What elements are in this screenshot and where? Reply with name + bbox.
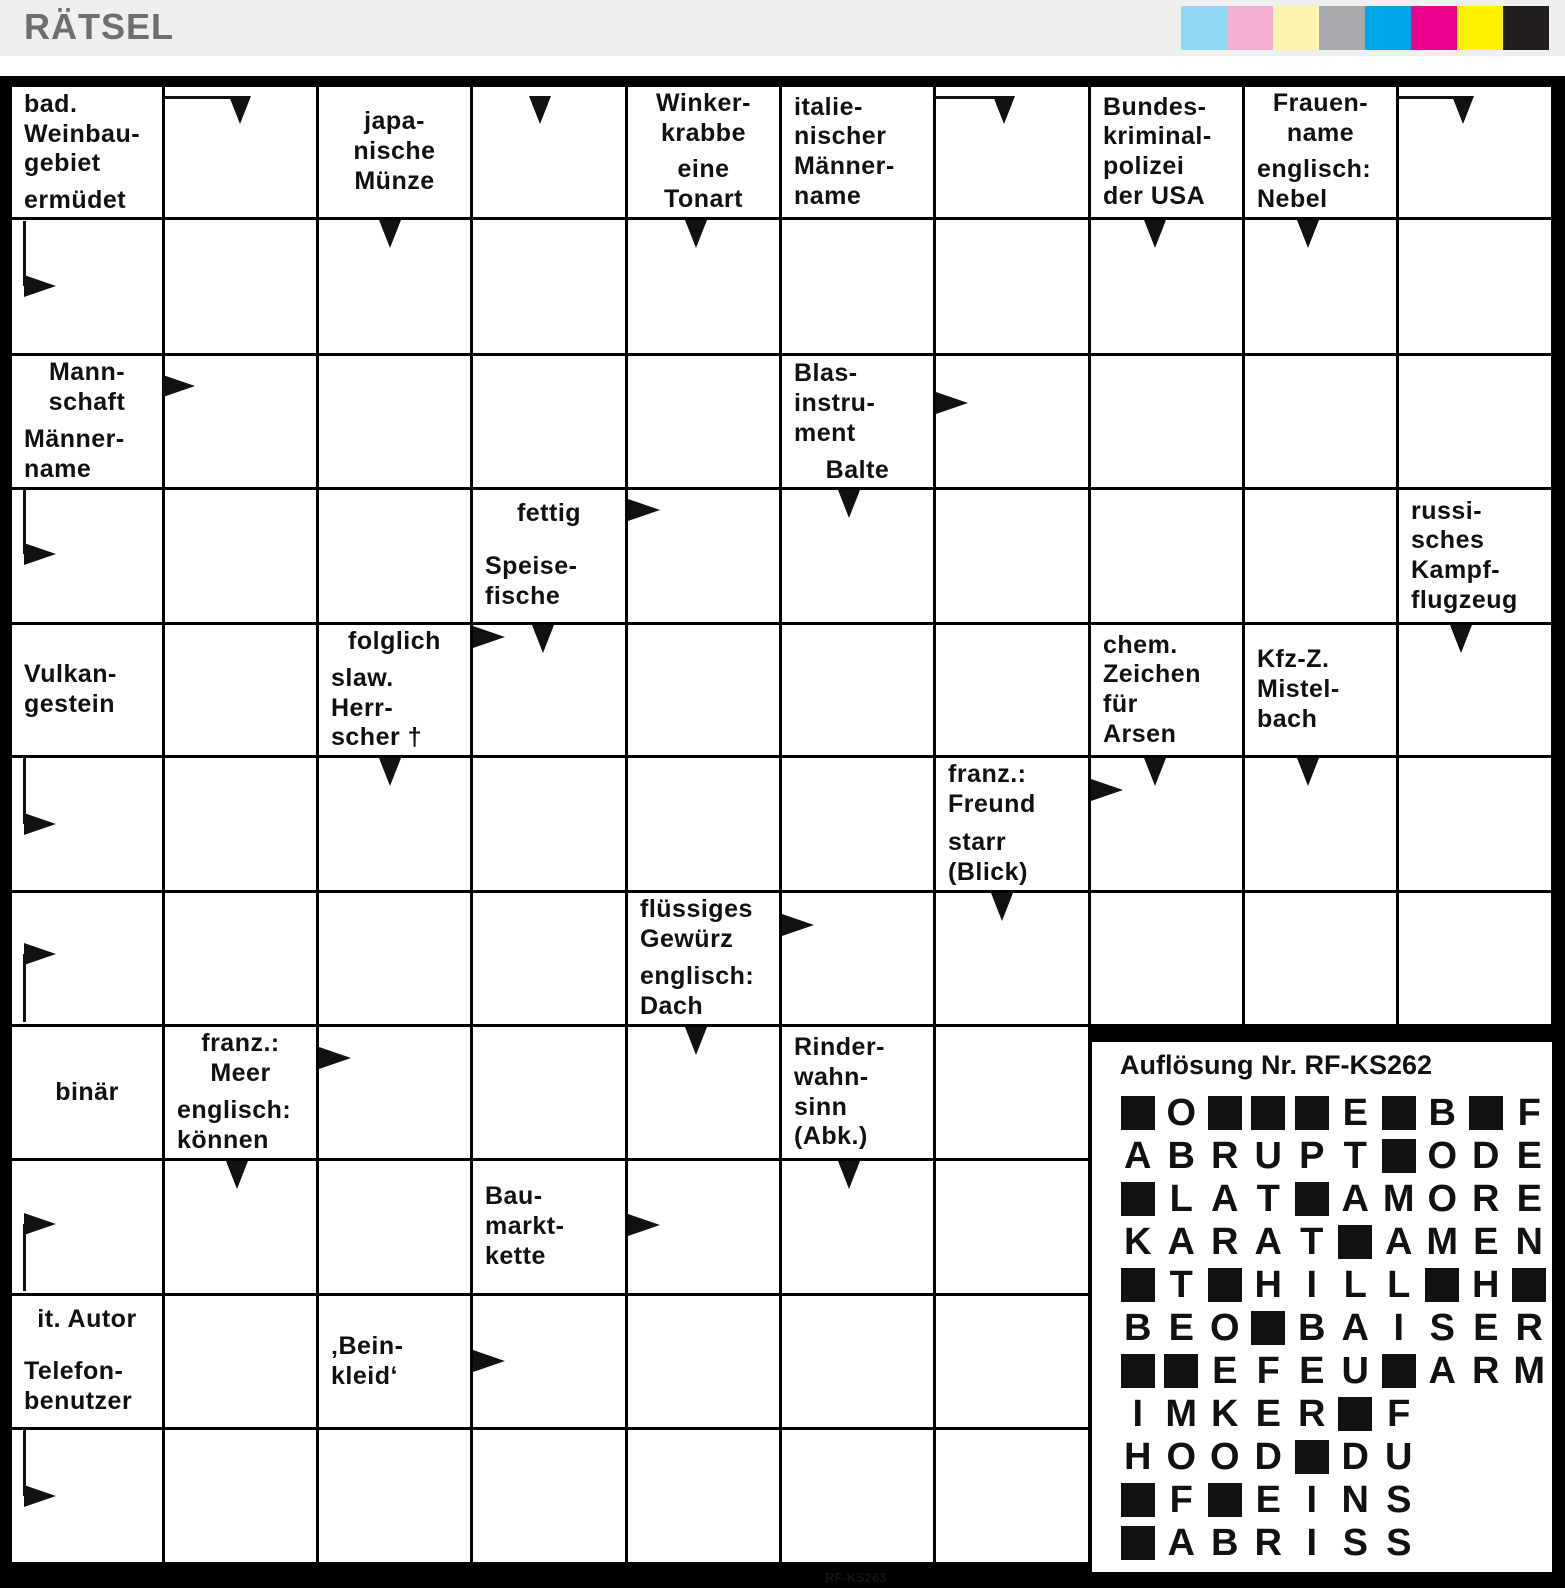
clue-box xyxy=(628,959,779,1024)
solution-letter: E xyxy=(1342,1092,1368,1134)
clue-box xyxy=(319,87,470,217)
clue-box xyxy=(12,1027,162,1158)
solution-letter: S xyxy=(1386,1522,1412,1564)
color-swatch xyxy=(1227,6,1273,50)
clue-text: it. Autor xyxy=(37,1304,137,1333)
answer-cell[interactable] xyxy=(319,490,470,622)
answer-cell[interactable] xyxy=(1399,625,1551,755)
clue-box xyxy=(319,625,470,659)
down-arrow-icon xyxy=(685,1027,707,1055)
clue-text: franz.: Meer xyxy=(201,1028,280,1087)
solution-letter: E xyxy=(1473,1307,1499,1349)
clue-text: Vulkan- gestein xyxy=(24,660,117,718)
solution-letter: I xyxy=(1306,1264,1318,1306)
clue-text: Balte xyxy=(825,456,890,485)
clue-box xyxy=(782,356,933,452)
solution-letter: S xyxy=(1386,1479,1412,1521)
answer-cell[interactable] xyxy=(319,1430,470,1562)
solution-block xyxy=(1116,1092,1160,1134)
color-calibration-bar xyxy=(1181,6,1549,50)
answer-cell[interactable] xyxy=(936,625,1088,755)
solution-letter: A xyxy=(1211,1178,1239,1220)
solution-letter: F xyxy=(1256,1350,1280,1392)
clue-text: binär xyxy=(55,1077,119,1106)
answer-cell[interactable] xyxy=(782,893,933,1024)
down-arrow-icon xyxy=(379,758,401,786)
right-arrow-icon xyxy=(628,1214,660,1236)
solution-letter: E xyxy=(1473,1221,1499,1263)
color-swatch xyxy=(1273,6,1319,50)
answer-cell[interactable] xyxy=(1091,758,1242,890)
clue-text: Bundes- kriminal- polizei der USA xyxy=(1103,92,1212,210)
answer-cell[interactable] xyxy=(628,356,779,487)
solution-block xyxy=(1290,1092,1334,1134)
answer-cell[interactable] xyxy=(1399,758,1551,890)
solution-letter: R xyxy=(1254,1522,1282,1564)
header-bar xyxy=(0,0,1565,56)
clue-box xyxy=(628,87,779,150)
answer-cell[interactable] xyxy=(936,1027,1088,1158)
solution-letter: B xyxy=(1298,1307,1326,1349)
solution-letter: R xyxy=(1472,1178,1500,1220)
down-arrow-icon xyxy=(993,96,1015,124)
clue-box xyxy=(165,1027,316,1090)
answer-cell[interactable] xyxy=(628,758,779,890)
color-swatch xyxy=(1181,6,1227,50)
solution-row xyxy=(1116,1307,1551,1349)
answer-cell[interactable] xyxy=(936,490,1088,622)
clue-text: russi- sches Kampf- flugzeug xyxy=(1411,496,1518,614)
right-arrow-icon xyxy=(936,392,968,414)
solution-letter: I xyxy=(1132,1393,1144,1435)
clue-text: englisch: Dach xyxy=(640,961,755,1020)
solution-letter: F xyxy=(1387,1393,1411,1435)
solution-letter: P xyxy=(1299,1135,1325,1177)
solution-letter: K xyxy=(1124,1221,1152,1263)
solution-letter: E xyxy=(1255,1479,1281,1521)
solution-block xyxy=(1203,1264,1247,1306)
solution-block xyxy=(1334,1393,1378,1435)
solution-block xyxy=(1116,1178,1160,1220)
clue-box xyxy=(628,153,779,217)
down-arrow-icon xyxy=(1297,758,1319,786)
solution-letter: R xyxy=(1298,1393,1326,1435)
clue-text: franz.: Freund xyxy=(948,760,1036,818)
solution-letter: A xyxy=(1124,1135,1152,1177)
clue-text: Bau- markt- kette xyxy=(485,1182,565,1270)
solution-letter: N xyxy=(1515,1221,1543,1263)
solution-block xyxy=(1116,1264,1160,1306)
solution-block xyxy=(1247,1307,1291,1349)
clue-box xyxy=(319,662,470,755)
solution-letter: T xyxy=(1256,1178,1280,1220)
solution-letter: L xyxy=(1387,1264,1411,1306)
down-arrow-icon xyxy=(229,96,251,124)
clue-box xyxy=(473,490,625,538)
clue-text: Winker- krabbe xyxy=(656,88,751,147)
solution-block xyxy=(1377,1092,1421,1134)
solution-letter: I xyxy=(1306,1479,1318,1521)
solution-letter: F xyxy=(1517,1092,1541,1134)
answer-cell[interactable] xyxy=(165,1296,316,1427)
clue-box xyxy=(12,356,162,419)
solution-letter: R xyxy=(1211,1221,1239,1263)
clue-box xyxy=(12,87,162,182)
answer-cell[interactable] xyxy=(473,356,625,487)
right-arrow-icon xyxy=(24,1213,56,1235)
clue-text: starr (Blick) xyxy=(948,827,1028,886)
answer-cell[interactable] xyxy=(473,1027,625,1158)
clue-text: fettig xyxy=(516,499,582,528)
solution-row xyxy=(1116,1178,1551,1220)
clue-box xyxy=(165,1093,316,1158)
answer-cell[interactable] xyxy=(1245,758,1396,890)
solution-letter: B xyxy=(1124,1307,1152,1349)
clue-box xyxy=(1245,153,1396,217)
solution-letter: E xyxy=(1212,1350,1238,1392)
answer-cell[interactable] xyxy=(628,1430,779,1562)
answer-cell[interactable] xyxy=(936,1161,1088,1293)
clue-box xyxy=(473,1161,625,1293)
solution-letter: O xyxy=(1166,1436,1197,1478)
clue-text: Telefon- benutzer xyxy=(24,1356,133,1415)
color-swatch xyxy=(1411,6,1457,50)
solution-letter: O xyxy=(1166,1092,1197,1134)
clue-box xyxy=(1245,87,1396,150)
clue-box xyxy=(12,625,162,755)
answer-cell[interactable] xyxy=(165,625,316,755)
answer-cell[interactable] xyxy=(1245,490,1396,622)
solution-block xyxy=(1464,1092,1508,1134)
answer-cell[interactable] xyxy=(1091,220,1242,353)
solution-block xyxy=(1290,1178,1334,1220)
solution-letter: H xyxy=(1124,1436,1152,1478)
answer-cell[interactable] xyxy=(473,220,625,353)
right-arrow-icon xyxy=(319,1047,351,1069)
solution-letter: M xyxy=(1382,1178,1415,1220)
right-arrow-icon xyxy=(473,1350,505,1372)
solution-letter: M xyxy=(1426,1221,1459,1263)
down-arrow-icon xyxy=(529,96,551,124)
solution-row xyxy=(1116,1350,1551,1392)
answer-cell[interactable] xyxy=(1091,490,1242,622)
clue-box xyxy=(782,455,933,487)
clue-box xyxy=(1399,490,1551,622)
solution-letter: O xyxy=(1427,1135,1458,1177)
clue-text: englisch: können xyxy=(177,1095,292,1154)
solution-letter: A xyxy=(1341,1307,1369,1349)
clue-text: Blas- instru- ment xyxy=(794,359,876,447)
solution-letter: F xyxy=(1169,1479,1193,1521)
answer-cell[interactable] xyxy=(165,758,316,890)
solution-letter: T xyxy=(1343,1135,1367,1177)
right-arrow-icon xyxy=(24,543,56,565)
solution-row xyxy=(1116,1221,1551,1263)
clue-text: ermüdet xyxy=(24,186,127,215)
solution-letter: N xyxy=(1341,1479,1369,1521)
clue-box xyxy=(12,1346,162,1427)
solution-letter: H xyxy=(1254,1264,1282,1306)
answer-cell[interactable] xyxy=(165,893,316,1024)
color-swatch xyxy=(1503,6,1549,50)
right-arrow-icon xyxy=(24,275,56,297)
clue-box xyxy=(1245,625,1396,755)
solution-letter: O xyxy=(1209,1307,1240,1349)
solution-letter: S xyxy=(1342,1522,1368,1564)
clue-box xyxy=(319,1296,470,1427)
solution-letter: O xyxy=(1209,1436,1240,1478)
clue-text: Kfz-Z. Mistel- bach xyxy=(1257,645,1340,733)
answer-cell[interactable] xyxy=(628,1296,779,1427)
answer-cell[interactable] xyxy=(1245,893,1396,1024)
solution-letter: T xyxy=(1169,1264,1193,1306)
solution-letter: B xyxy=(1211,1522,1239,1564)
down-arrow-icon xyxy=(838,490,860,518)
answer-cell[interactable] xyxy=(782,220,933,353)
right-arrow-icon xyxy=(1091,779,1123,801)
clue-text: Männer- name xyxy=(24,424,125,483)
solution-row xyxy=(1116,1135,1551,1177)
color-swatch xyxy=(1319,6,1365,50)
clue-text: bad. Weinbau- gebiet xyxy=(24,89,141,178)
solution-letter: R xyxy=(1472,1350,1500,1392)
clue-box xyxy=(1091,625,1242,755)
solution-letter: R xyxy=(1515,1307,1543,1349)
answer-cell[interactable] xyxy=(1399,893,1551,1024)
answer-cell[interactable] xyxy=(782,758,933,890)
right-arrow-icon xyxy=(782,914,814,936)
clue-text: italie- nischer Männer- name xyxy=(794,92,895,210)
clue-box xyxy=(1091,87,1242,217)
answer-cell[interactable] xyxy=(165,220,316,353)
solution-block xyxy=(1203,1092,1247,1134)
solution-letter: D xyxy=(1254,1436,1282,1478)
right-arrow-icon xyxy=(24,943,56,965)
clue-box xyxy=(12,185,162,217)
answer-cell[interactable] xyxy=(165,1430,316,1562)
solution-letter: E xyxy=(1516,1135,1542,1177)
answer-cell[interactable] xyxy=(782,1430,933,1562)
solution-letter: E xyxy=(1516,1178,1542,1220)
solution-panel xyxy=(1092,1042,1552,1572)
down-arrow-icon xyxy=(838,1161,860,1189)
down-arrow-icon xyxy=(1450,625,1472,653)
solution-letter: A xyxy=(1428,1350,1456,1392)
solution-letter: M xyxy=(1165,1393,1198,1435)
solution-letter: A xyxy=(1254,1221,1282,1263)
solution-letter: R xyxy=(1211,1135,1239,1177)
right-arrow-icon xyxy=(24,813,56,835)
solution-letter: D xyxy=(1472,1135,1500,1177)
solution-letter: S xyxy=(1429,1307,1455,1349)
clue-text: chem. Zeichen für Arsen xyxy=(1103,630,1201,748)
clue-text: Mann- schaft xyxy=(48,357,126,416)
answer-cell[interactable] xyxy=(165,490,316,622)
solution-block xyxy=(1116,1479,1160,1521)
color-swatch xyxy=(1365,6,1411,50)
solution-row xyxy=(1116,1479,1421,1521)
solution-letter: D xyxy=(1341,1436,1369,1478)
clue-box xyxy=(782,87,933,217)
solution-row xyxy=(1116,1092,1551,1134)
down-arrow-icon xyxy=(991,893,1013,921)
answer-cell[interactable] xyxy=(936,356,1088,487)
down-arrow-icon xyxy=(1452,96,1474,124)
solution-letter: A xyxy=(1341,1178,1369,1220)
answer-cell[interactable] xyxy=(319,1161,470,1293)
clue-text: folglich xyxy=(348,627,441,656)
solution-block xyxy=(1508,1264,1552,1306)
solution-letter: E xyxy=(1255,1393,1281,1435)
answer-cell[interactable] xyxy=(1245,220,1396,353)
clue-box xyxy=(936,825,1088,890)
solution-block xyxy=(1421,1264,1465,1306)
answer-cell[interactable] xyxy=(782,1296,933,1427)
puzzle-code: RF-KS263 xyxy=(825,1570,887,1585)
answer-cell[interactable] xyxy=(936,220,1088,353)
solution-letter: U xyxy=(1341,1350,1369,1392)
clue-box xyxy=(782,1027,933,1158)
clue-text: flüssiges Gewürz xyxy=(640,894,753,953)
answer-cell[interactable] xyxy=(1399,87,1551,217)
right-arrow-icon xyxy=(473,626,505,648)
right-arrow-icon xyxy=(628,499,660,521)
clue-text: englisch: Nebel xyxy=(1257,155,1372,213)
solution-block xyxy=(1203,1479,1247,1521)
solution-letter: L xyxy=(1169,1178,1193,1220)
down-arrow-icon xyxy=(379,220,401,248)
answer-cell[interactable] xyxy=(1245,356,1396,487)
solution-letter: O xyxy=(1427,1178,1458,1220)
right-arrow-icon xyxy=(24,1485,56,1507)
clue-text: eine Tonart xyxy=(664,155,743,213)
solution-row xyxy=(1116,1436,1421,1478)
clue-box xyxy=(12,422,162,487)
solution-row xyxy=(1116,1522,1421,1564)
solution-letter: H xyxy=(1472,1264,1500,1306)
solution-letter: K xyxy=(1211,1393,1239,1435)
answer-cell[interactable] xyxy=(1091,893,1242,1024)
answer-cell[interactable] xyxy=(1399,220,1551,353)
answer-cell[interactable] xyxy=(473,758,625,890)
solution-letter: A xyxy=(1167,1221,1195,1263)
solution-letter: A xyxy=(1167,1522,1195,1564)
down-arrow-icon xyxy=(226,1161,248,1189)
solution-row xyxy=(1116,1264,1551,1306)
answer-cell[interactable] xyxy=(1091,356,1242,487)
solution-letter: L xyxy=(1343,1264,1367,1306)
solution-letter: E xyxy=(1168,1307,1194,1349)
color-swatch xyxy=(1457,6,1503,50)
solution-letter: A xyxy=(1385,1221,1413,1263)
solution-block xyxy=(1116,1522,1160,1564)
page-title: RÄTSEL xyxy=(24,6,174,47)
answer-cell[interactable] xyxy=(936,1430,1088,1562)
clue-box xyxy=(936,758,1088,822)
down-arrow-icon xyxy=(685,220,707,248)
answer-cell[interactable] xyxy=(473,1430,625,1562)
clue-text: Speise- fische xyxy=(485,551,578,610)
clue-text: japa- nische Münze xyxy=(353,107,436,195)
down-arrow-icon xyxy=(1144,758,1166,786)
solution-letter: B xyxy=(1428,1092,1456,1134)
answer-cell[interactable] xyxy=(473,893,625,1024)
solution-block xyxy=(1116,1350,1160,1392)
answer-cell[interactable] xyxy=(782,625,933,755)
clue-text: slaw. Herr- scher † xyxy=(331,663,423,752)
clue-text: ‚Bein- kleid‘ xyxy=(331,1331,404,1390)
answer-cell[interactable] xyxy=(936,1296,1088,1427)
solution-row xyxy=(1116,1393,1421,1435)
solution-block xyxy=(1290,1436,1334,1478)
solution-block xyxy=(1377,1350,1421,1392)
solution-letter: U xyxy=(1385,1436,1413,1478)
solution-block xyxy=(1334,1221,1378,1263)
solution-letter: E xyxy=(1299,1350,1325,1392)
solution-letter: I xyxy=(1306,1522,1318,1564)
solution-letter: U xyxy=(1254,1135,1282,1177)
down-arrow-icon xyxy=(1297,220,1319,248)
clue-box xyxy=(473,541,625,622)
clue-box xyxy=(12,1296,162,1343)
down-arrow-icon xyxy=(1144,220,1166,248)
solution-letter: M xyxy=(1513,1350,1546,1392)
answer-cell[interactable] xyxy=(1399,356,1551,487)
solution-block xyxy=(1377,1135,1421,1177)
solution-letter: T xyxy=(1300,1221,1324,1263)
solution-title: Auflösung Nr. RF-KS262 xyxy=(1120,1050,1433,1080)
answer-cell[interactable] xyxy=(628,625,779,755)
answer-cell[interactable] xyxy=(319,356,470,487)
right-arrow-icon xyxy=(163,375,195,397)
clue-text: Rinder- wahn- sinn (Abk.) xyxy=(794,1033,885,1151)
clue-text: Frauen- name xyxy=(1272,88,1369,147)
solution-letter: B xyxy=(1167,1135,1195,1177)
clue-box xyxy=(628,893,779,956)
solution-letter: I xyxy=(1393,1307,1405,1349)
solution-block xyxy=(1160,1350,1204,1392)
answer-cell[interactable] xyxy=(319,893,470,1024)
down-arrow-icon xyxy=(532,625,554,653)
solution-block xyxy=(1247,1092,1291,1134)
